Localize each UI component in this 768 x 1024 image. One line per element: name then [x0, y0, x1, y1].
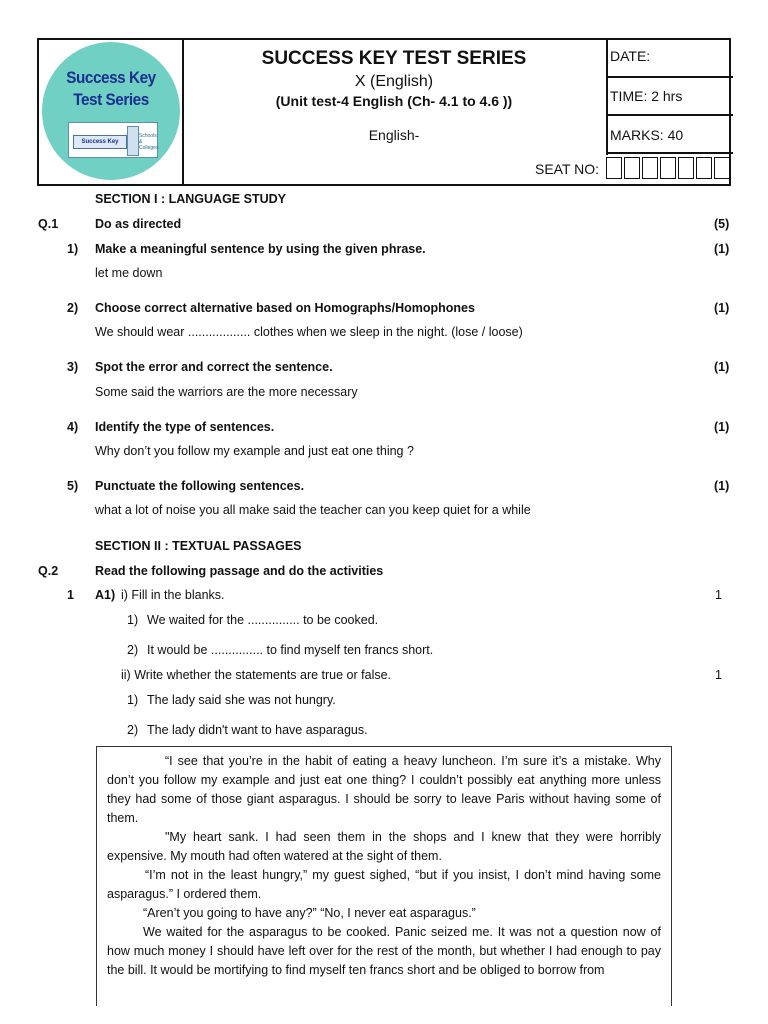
logo-line2: Test Series — [73, 90, 149, 109]
q1-text: Do as directed — [95, 217, 182, 231]
seat-number-boxes — [606, 157, 732, 181]
item-marks: (1) — [714, 360, 730, 374]
q1-number: Q.1 — [38, 217, 59, 231]
seat-box — [642, 157, 658, 179]
fill-number: 1) — [127, 613, 139, 627]
logo — [42, 42, 180, 180]
passage-paragraph: “I see that you’re in the habit of eating a heavy luncheon. I’m sure it’s a mistake. Why don’t you follow my example and just eat one thing? I couldn’t possibly eat anything more unless they had some of those giant asparagus. I should be sorry to leave Paris without having some of them. — [107, 754, 661, 825]
logo-building-icon — [68, 122, 158, 158]
passage-box — [96, 746, 672, 1006]
header-box — [37, 38, 731, 186]
section2-heading: SECTION II : TEXTUAL PASSAGES — [95, 539, 302, 553]
passage-paragraph: “I’m not in the least hungry,” my guest sighed, “but if you insist, I don’t mind having some asparagus.” I ordered them. — [107, 868, 661, 901]
page-title: SUCCESS KEY TEST SERIES — [261, 48, 527, 69]
item-marks: (1) — [714, 301, 730, 315]
seat-box — [624, 157, 640, 179]
item-number: 1) — [67, 242, 79, 256]
item-content: Why don’t you follow my example and just eat one thing ? — [95, 444, 414, 458]
seat-box — [696, 157, 712, 179]
language: English- — [368, 127, 420, 143]
item-number: 3) — [67, 360, 79, 374]
passage-paragraph: We waited for the asparagus to be cooked. Panic seized me. It was not a question now of how much money I should have left over for the rest of the month, but whether I had enough to pay the bill. It would be mortifying to find myself ten francs short and be obliged to borrow from — [107, 925, 661, 977]
seat-box — [660, 157, 676, 179]
item-content: let me down — [95, 266, 163, 280]
a1-label: A1) — [95, 588, 116, 602]
logo-caption1: Schools & — [139, 133, 157, 145]
item-content: Some said the warriors are the more necessary — [95, 385, 358, 399]
item-marks: (1) — [714, 479, 730, 493]
a1-instruction: i) Fill in the blanks. — [121, 588, 225, 602]
logo-badge: Success Key — [73, 135, 127, 149]
passage-paragraph: "My heart sank. I had seen them in the shops and I knew that they were horribly expensive. My mouth had often watered at the sight of them. — [107, 830, 661, 863]
item-instruction: Identify the type of sentences. — [95, 420, 275, 434]
item-number: 2) — [67, 301, 79, 315]
item-number: 4) — [67, 420, 79, 434]
seat-label: SEAT NO: — [535, 161, 600, 177]
item-marks: (1) — [714, 242, 730, 256]
tf-number: 1) — [127, 693, 139, 707]
item-number: 1 — [67, 588, 74, 602]
fill-item: We waited for the ............... to be cooked. — [147, 613, 379, 627]
info-cells — [606, 40, 733, 155]
seat-box — [714, 157, 730, 179]
tf-item: The lady said she was not hungry. — [147, 693, 336, 707]
item-marks: (1) — [714, 420, 730, 434]
item-instruction: Punctuate the following sentences. — [95, 479, 305, 493]
tf-number: 2) — [127, 723, 139, 737]
tf-item: The lady didn't want to have asparagus. — [147, 723, 368, 737]
time-field: TIME: 2 hrs — [608, 78, 733, 116]
q2-text: Read the following passage and do the activities — [95, 564, 384, 578]
fill-number: 2) — [127, 643, 139, 657]
q1-marks: (5) — [714, 217, 730, 231]
unit-info: (Unit test-4 English (Ch- 4.1 to 4.6 )) — [275, 93, 513, 109]
subject: X (English) — [354, 73, 434, 90]
tf-marks: 1 — [715, 668, 722, 682]
seat-box — [678, 157, 694, 179]
passage-paragraph: “Aren’t you going to have any?” “No, I never eat asparagus.” — [143, 906, 476, 920]
tf-instruction: ii) Write whether the statements are true or false. — [121, 668, 392, 682]
q2-number: Q.2 — [38, 564, 59, 578]
item-instruction: Spot the error and correct the sentence. — [95, 360, 333, 374]
item-number: 5) — [67, 479, 79, 493]
section1-heading: SECTION I : LANGUAGE STUDY — [95, 192, 286, 206]
item-content: We should wear .................. clothes when we sleep in the night. (lose / loose) — [95, 325, 523, 339]
item-content: what a lot of noise you all make said the teacher can you keep quiet for a while — [95, 503, 531, 517]
marks-field: MARKS: 40 — [608, 116, 733, 154]
date-field: DATE: — [608, 40, 733, 78]
fill-item: It would be ............... to find myself ten francs short. — [147, 643, 434, 657]
logo-cell — [39, 40, 184, 186]
logo-caption2: Colleges — [139, 145, 159, 151]
seat-box — [606, 157, 622, 179]
logo-line1: Success Key — [66, 68, 156, 87]
item-instruction: Choose correct alternative based on Homographs/Homophones — [95, 301, 475, 315]
a1-marks: 1 — [715, 588, 722, 602]
item-instruction: Make a meaningful sentence by using the given phrase. — [95, 242, 426, 256]
